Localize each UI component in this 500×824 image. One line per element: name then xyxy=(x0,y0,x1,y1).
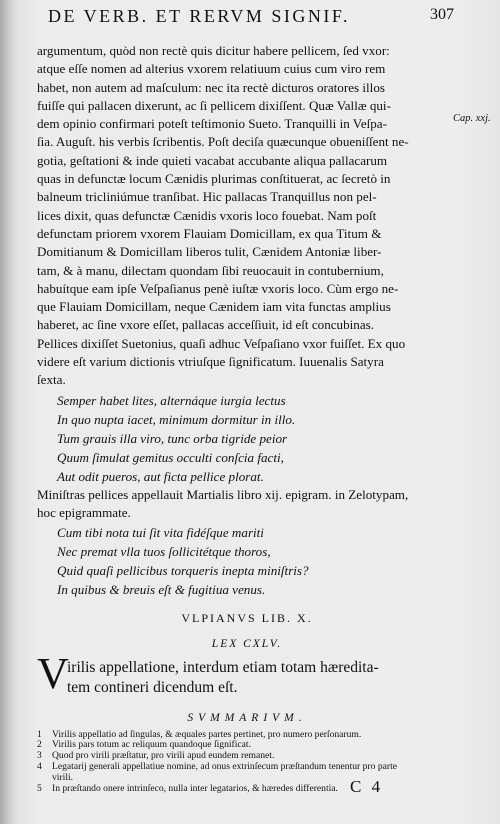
summary-continuation: virili. xyxy=(52,771,74,783)
text-line: ſia. Auguſt. his verbis ſcribentis. Poſt deciſa quæcunque obueniſſent ne- xyxy=(37,134,409,150)
summary-number: 1 xyxy=(37,728,42,740)
lex-text xyxy=(37,658,457,698)
text-line: atque eſſe nomen ad alterius vxorem relatiuum cuius cum viro rem xyxy=(37,61,386,77)
summary-text: Quod pro virili præſtatur, pro virili apud eundem remanet. xyxy=(52,750,275,762)
verse-line: Quum ſimulat gemitus occulti conſcia facti, xyxy=(57,449,284,465)
summary-heading: SVMMARIVM. xyxy=(187,711,307,724)
text-line: defunctam priorem vxorem Flauiam Domicillam, ex qua Titum & xyxy=(37,225,382,241)
summary-item xyxy=(37,762,457,773)
drop-cap: V xyxy=(37,648,69,698)
text-line: haberet, ac ſine vxore eſſet, pallacas acceſſiuit, id eſt concubinas. xyxy=(37,317,375,333)
martial-intro xyxy=(37,486,457,522)
summary-text: In præſtando onere intrinſeco, nulla inter legatarios, & hæredes differentia. xyxy=(52,782,338,794)
page-number: 307 xyxy=(430,6,454,23)
summary-number: 3 xyxy=(37,750,42,762)
text-line: gotia, geſtationi & inde quieti vacabat accubante aliqua pallacarum xyxy=(37,152,388,168)
verse-line: Aut odit pueros, aut ficta pellice plorat. xyxy=(57,468,264,484)
summary-text: Virilis pars totum ac reliquum quandoque ſignificat. xyxy=(52,739,251,751)
summary-text: Legatarij generali appellatiue nomine, ad onus extrinſecum præſtandum tenentur pro parte xyxy=(52,761,397,773)
margin-note: Cap. xxj. xyxy=(453,113,491,124)
summary-item xyxy=(37,784,457,795)
text-line: que Flauiam Domicillam, neque Cænidem iam vita functas amplius xyxy=(37,299,391,315)
lex-line: tem contineri dicendum eſt. xyxy=(67,678,238,696)
text-line: dem opinio confirmari poteſt teſtimonio Sueto. Tranquilli in Veſpa- xyxy=(37,116,387,132)
verse-line: Quid quaſi pellicibus torqueris inepta miniſtris? xyxy=(57,562,309,578)
text-line: hoc epigrammate. xyxy=(37,504,131,520)
text-line: tam, & à manu, dilectam quondam ſibi reuocauit in contubernium, xyxy=(37,262,384,278)
verse-line: Semper habet lites, alternáque iurgia lectus xyxy=(57,392,286,408)
verse-line: Cum tibi nota tui ſit vita fidéſque mariti xyxy=(57,524,264,540)
text-line: ſexta. xyxy=(37,372,66,388)
text-line: videre eſt varium dictionis vtriuſque ſignificatum. Iuuenalis Satyra xyxy=(37,354,384,370)
text-line: quas in defunctæ locum Cænidis plurimas conſtituerat, ac ſecretò in xyxy=(37,171,391,187)
lex-heading: LEX CXLV. xyxy=(211,637,283,650)
commentary-paragraph xyxy=(37,42,457,390)
text-line: balneum tricliniúmue tranſibat. Hic pallacas Tranquillus non pel- xyxy=(37,189,377,205)
verse-line: Nec premat vlla tuos ſollicitétque thoros, xyxy=(57,543,271,559)
verse-line: In quo nupta iacet, minimum dormitur in illo. xyxy=(57,411,296,427)
summary-number: 5 xyxy=(37,782,42,794)
text-line: fuiſſe qui pallacen dixerunt, ac ſi pellicem dixiſſent. Quæ Vallæ qui- xyxy=(37,97,391,113)
lex-text-block xyxy=(37,648,457,698)
source-heading: VLPIANVS LIB. X. xyxy=(181,610,313,625)
text-line: Miniſtras pellices appellauit Martialis libro xij. epigram. in Zelotypam, xyxy=(37,486,409,502)
signature-mark: C 4 xyxy=(350,777,384,796)
summary-item-continuation xyxy=(37,773,457,784)
text-line: Domitianum & Domicillam liberos tulit, Cænidem Antoniæ liber- xyxy=(37,244,382,260)
martial-verse xyxy=(57,523,457,599)
summary-list xyxy=(37,730,457,795)
lex-line: irilis appellatione, interdum etiam totam hæredita- xyxy=(67,658,379,676)
text-line: habuítque eam ipſe Veſpaſianus penè iuſtæ vxoris loco. Cùm ergo ne- xyxy=(37,280,399,296)
summary-number: 2 xyxy=(37,739,42,751)
text-line: argumentum, quòd non rectè quis dicitur habere pellicem, ſed vxor: xyxy=(37,43,390,58)
running-head: DE VERB. ET RERVM SIGNIF. xyxy=(48,6,350,26)
summary-text: Virilis appellatio ad ſingulas, & æquales partes pertinet, pro numero perſonarum. xyxy=(52,728,362,740)
page-body xyxy=(37,42,457,804)
juvenal-verse xyxy=(57,391,457,486)
summary-number: 4 xyxy=(37,761,42,773)
verse-line: Tum grauis illa viro, tunc orba tigride peior xyxy=(57,430,288,446)
text-line: habet, non autem ad maſculum: nec ita rectè dicturos oratores illos xyxy=(37,79,385,95)
text-line: Pellices dixiſſet Suetonius, quaſi adhuc Veſpaſiano vxor fuiſſet. Ex quo xyxy=(37,335,406,351)
text-line: lices dixit, quas defunctæ Cænidis vxoris loco fouebat. Nam poſt xyxy=(37,207,377,223)
verse-line: In quibus & breuis eſt & fugitiua venus. xyxy=(57,581,266,597)
